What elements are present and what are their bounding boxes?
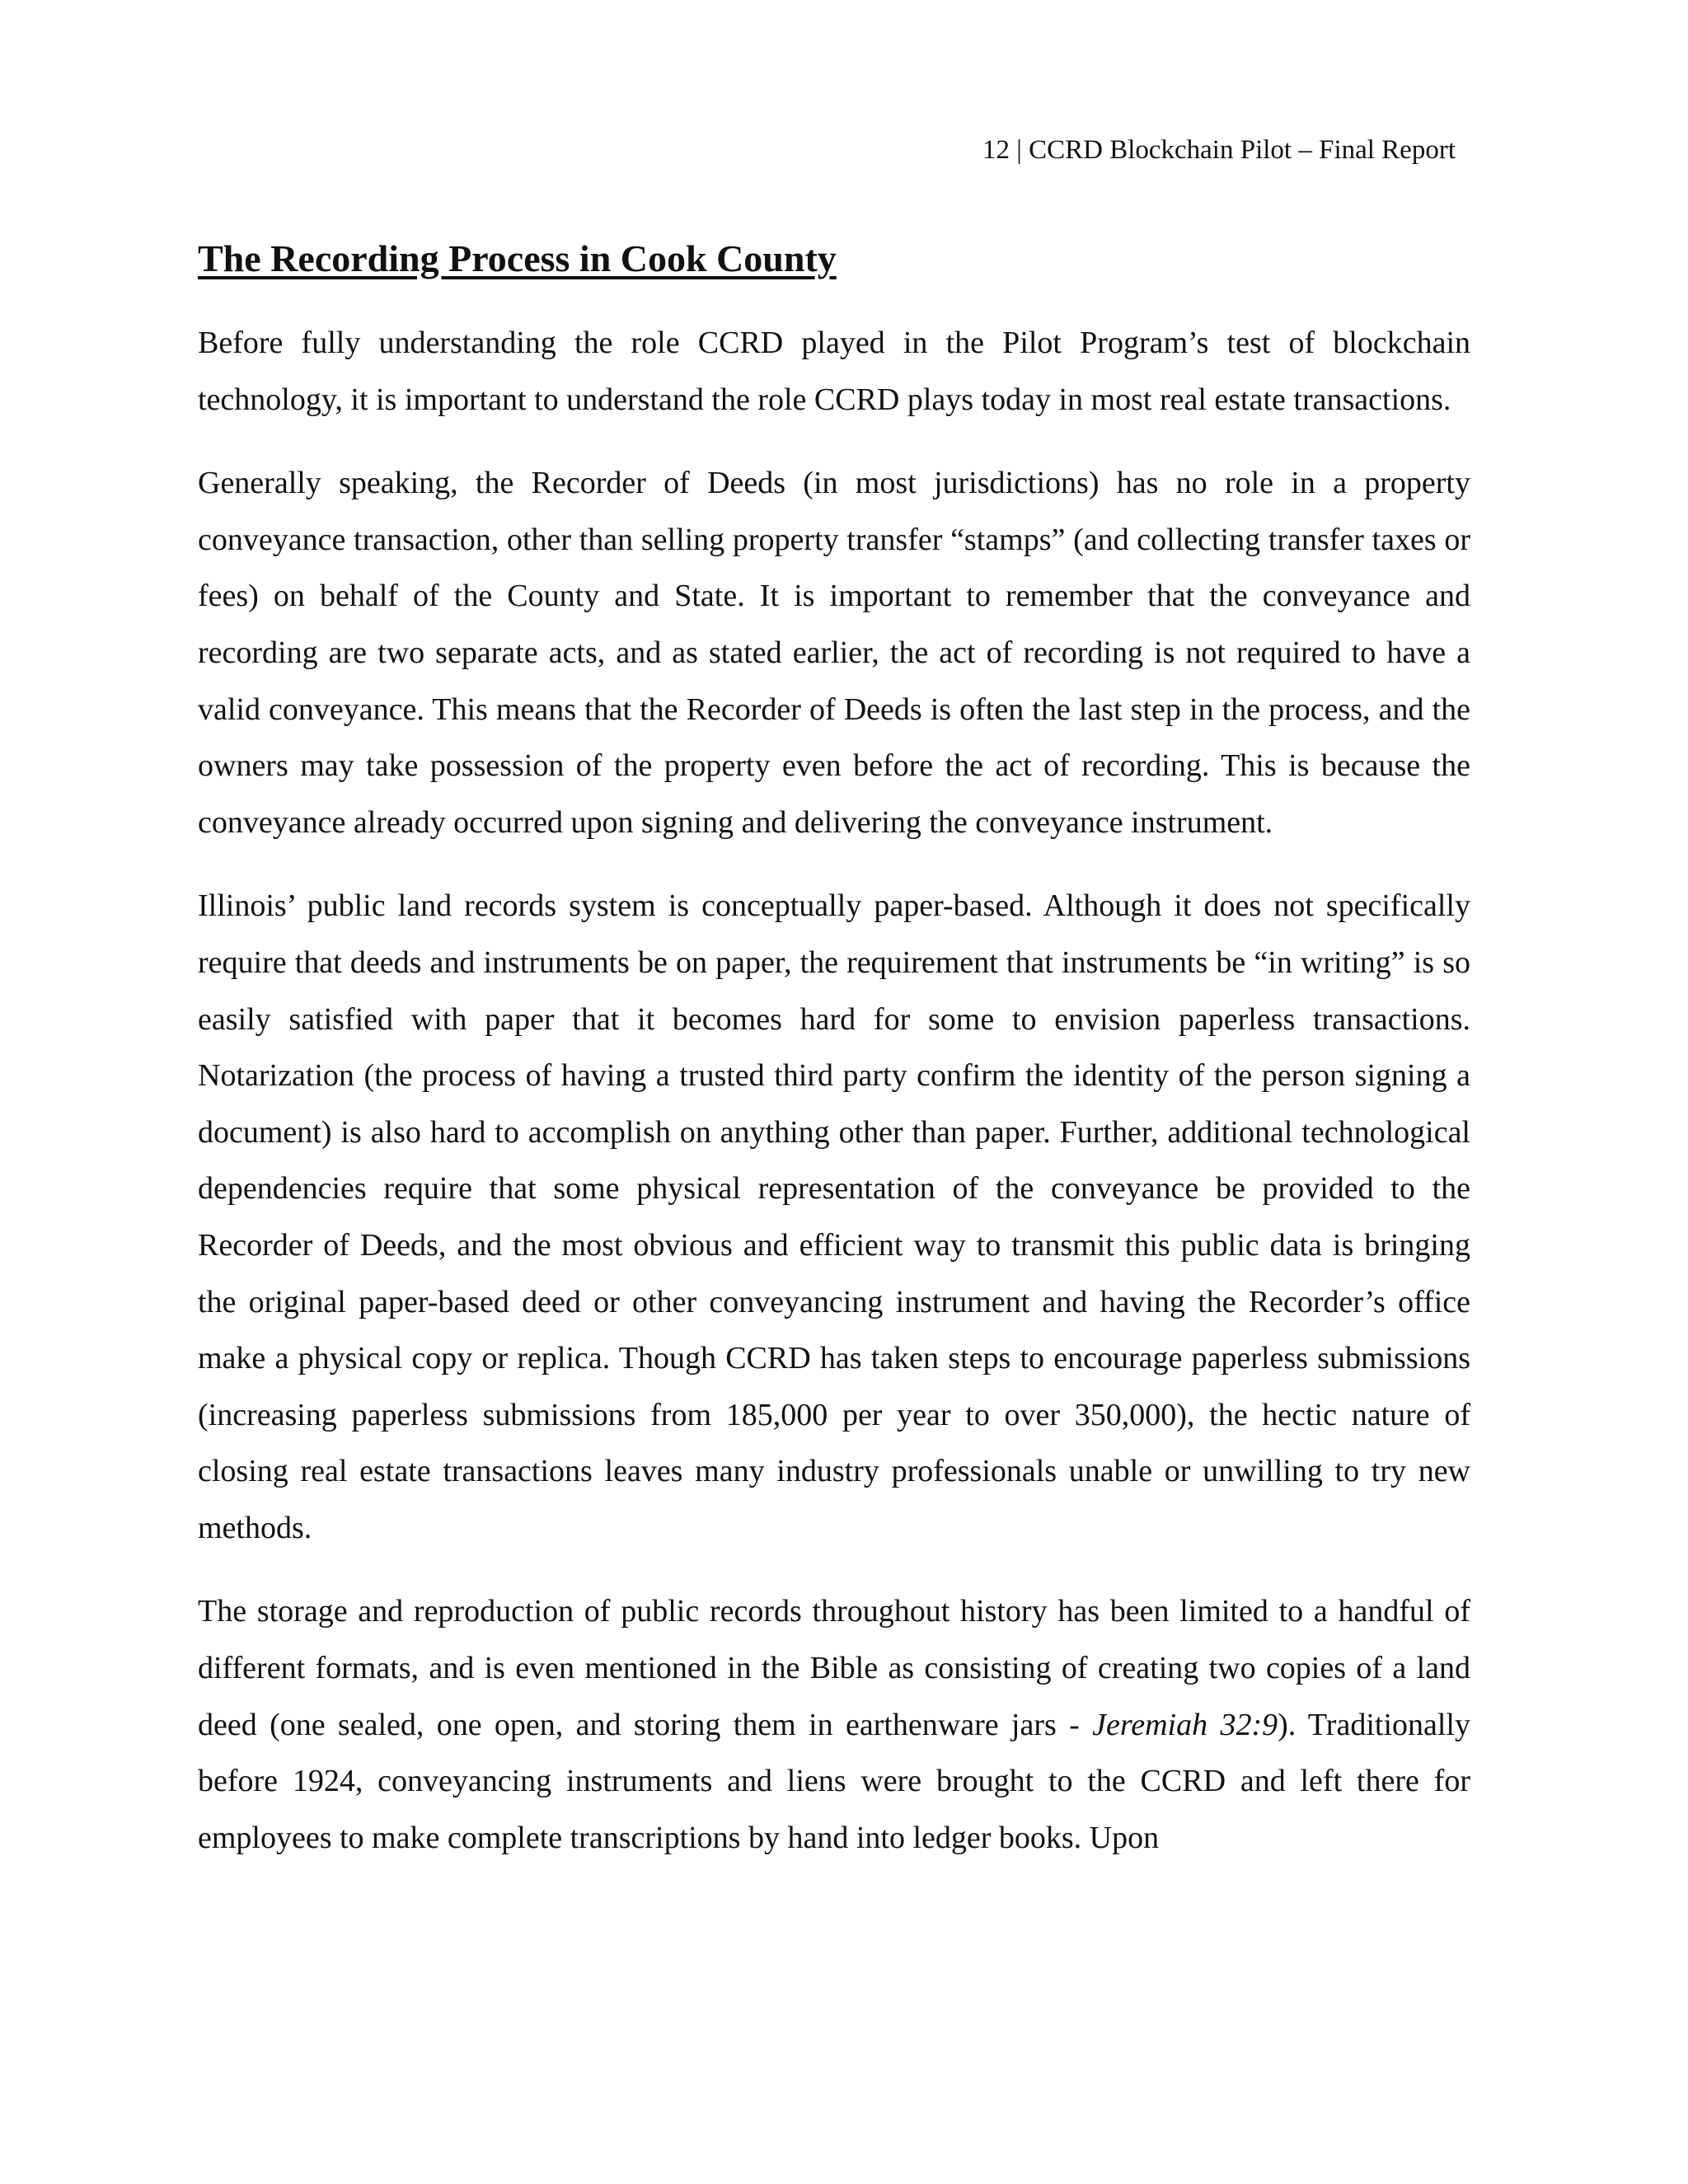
paragraph-recorder-role: Generally speaking, the Recorder of Deeds (in most jurisdictions) has no role in a property conveyance transaction, other than selling property transfer “stamps” (and collecting transfer taxes or fees) on behalf of the County and State. It is important to remember that the conveyance and recording are two separate acts, and as stated earlier, the act of recording is not required to have a valid conveyance. This means that the Recorder of Deeds is often the last step in the process, and the owners may take possession of the property even before the act of recording. This is because the conveyance already occurred upon signing and delivering the conveyance instrument. (198, 466, 1470, 840)
page-body (198, 234, 1470, 1866)
paragraph-records-history (198, 1583, 1470, 1866)
running-header: 12 | CCRD Blockchain Pilot – Final Report (982, 135, 1456, 165)
paragraph-records-history-text-end: ). Traditionally before 1924, conveyancing instruments and liens were brought to the CCRD and left there for employees to make complete transcriptions by hand into ledger books. Upon (198, 1707, 1470, 1855)
paragraph-paper-based-system: Illinois’ public land records system is conceptually paper-based. Although it does not specifically require that deeds and instruments be on paper, the requirement that instruments be “in writing” is so easily satisfied with paper that it becomes hard for some to envision paperless transactions. Notarization (the process of having a trusted third party confirm the identity of the person signing a document) is also hard to accomplish on anything other than paper. Further, additional technological dependencies require that some physical representation of the conveyance be provided to the Recorder of Deeds, and the most obvious and efficient way to transmit this public data is bringing the original paper-based deed or other conveyancing instrument and having the Recorder’s office make a physical copy or replica. Though CCRD has taken steps to encourage paperless submissions (increasing paperless submissions from 185,000 per year to over 350,000), the hectic nature of closing real estate transactions leaves many industry professionals unable or unwilling to try new methods. (198, 888, 1470, 1545)
paragraph-records-history-text-start: The storage and reproduction of public records throughout history has been limited to a handful of different formats, and is even mentioned in the Bible as consisting of creating two copies of a land deed (one sealed, one open, and storing them in earthenware jars - (198, 1594, 1470, 1742)
section-title: The Recording Process in Cook County (198, 237, 837, 279)
paragraph-intro: Before fully understanding the role CCRD played in the Pilot Program’s test of blockchain technology, it is important to understand the role CCRD plays today in most real estate transactions. (198, 326, 1470, 417)
bible-reference: Jeremiah 32:9 (1092, 1707, 1278, 1742)
